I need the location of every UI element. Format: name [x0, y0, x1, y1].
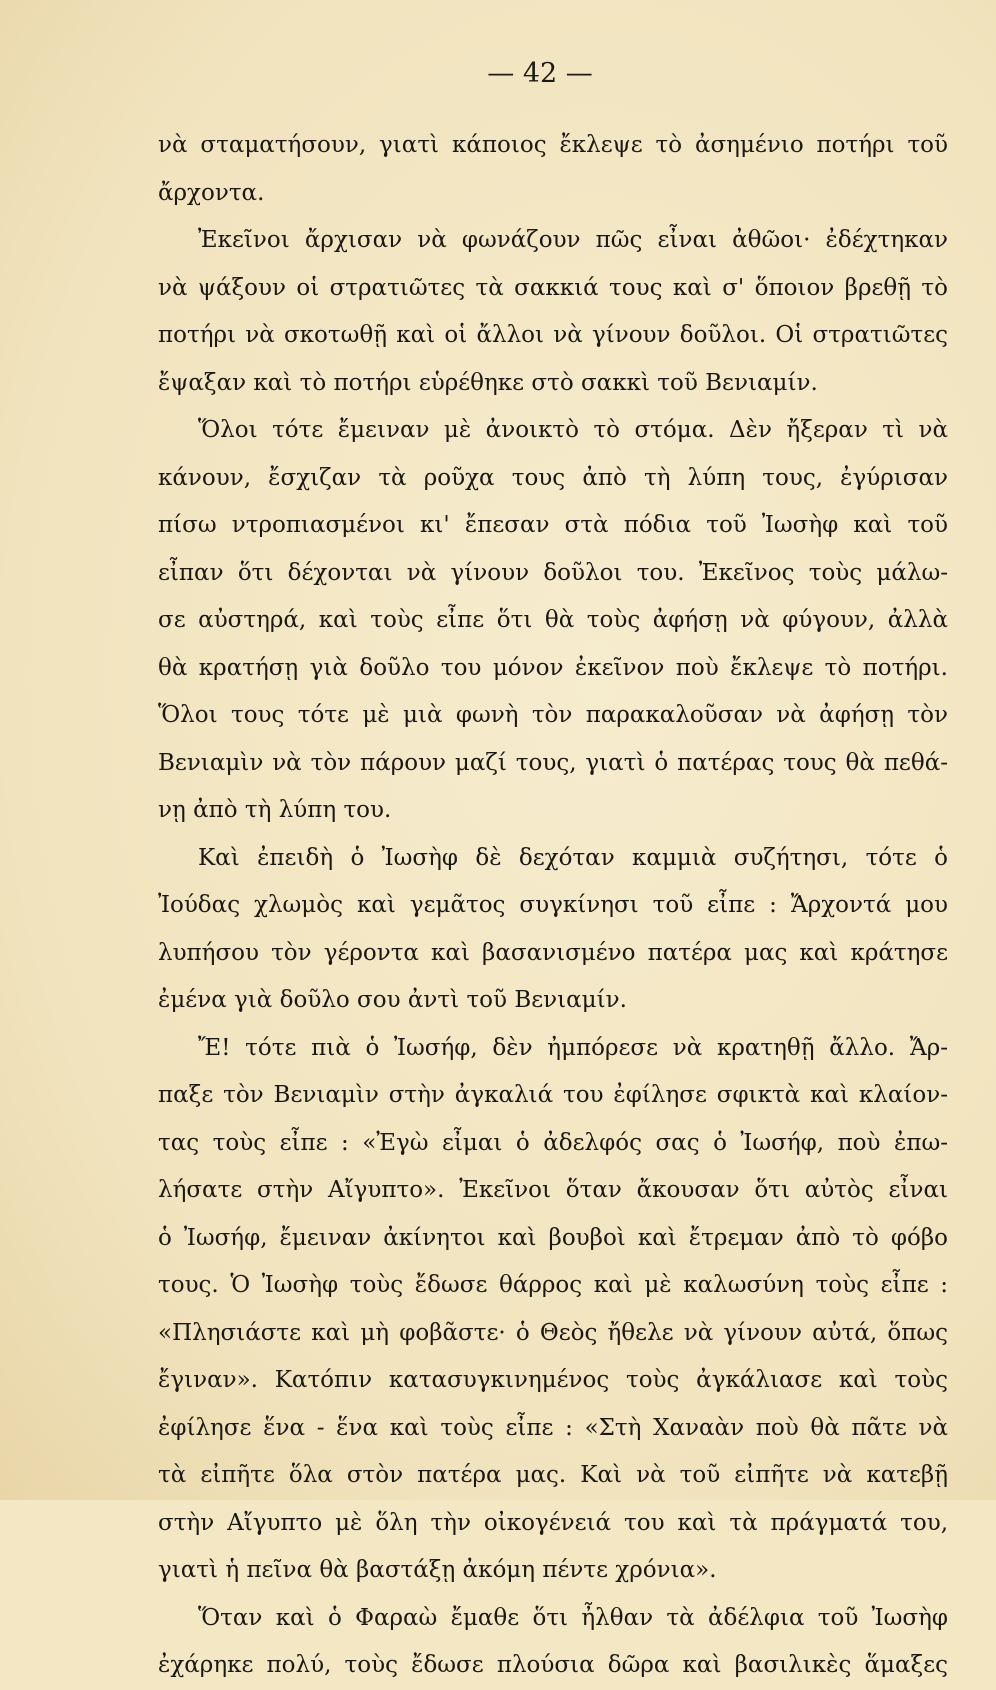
text-line: σε αὐστηρά, καὶ τοὺς εἶπε ὅτι θὰ τοὺς ἀφήσῃ νὰ φύγουν, ἀλλὰ [158, 607, 948, 633]
text-line: Καὶ ἐπειδὴ ὁ Ἰωσὴφ δὲ δεχόταν καμμιὰ συζήτησι, τότε ὁ [198, 844, 948, 871]
text-line: λήσατε στὴν Αἴγυπτο». Ἐκεῖνοι ὅταν ἄκουσαν ὅτι αὐτὸς εἶναι [158, 1177, 948, 1203]
body-text [158, 122, 948, 1690]
text-line: Ἔ! τότε πιὰ ὁ Ἰωσήφ, δὲν ἠμπόρεσε νὰ κρατηθῇ ἄλλο. Ἄρ- [198, 1034, 948, 1061]
text-line: τους. Ὁ Ἰωσὴφ τοὺς ἔδωσε θάρρος καὶ μὲ καλωσύνη τοὺς εἶπε : [158, 1272, 948, 1298]
text-line: ἐφίλησε ἕνα - ἕνα καὶ τοὺς εἶπε : «Στὴ Χαναὰν ποὺ θὰ πᾶτε νὰ [158, 1414, 948, 1441]
text-line: τὰ εἰπῆτε ὅλα στὸν πατέρα μας. Καὶ νὰ τοῦ εἰπῆτε νὰ κατεβῇ [158, 1462, 948, 1488]
text-line: στὴν Αἴγυπτο μὲ ὅλη τὴν οἰκογένειά του καὶ τὰ πράγματά του, [158, 1509, 948, 1536]
text-line: πίσω ντροπιασμένοι κι' ἔπεσαν στὰ πόδια τοῦ Ἰωσὴφ καὶ τοῦ [158, 512, 948, 538]
text-line: εἶπαν ὅτι δέχονται νὰ γίνουν δοῦλοι του. Ἐκεῖνος τοὺς μάλω- [158, 559, 948, 586]
text-line: λυπήσου τὸν γέροντα καὶ βασανισμένο πατέρα μας καὶ κράτησε [158, 939, 948, 966]
text-line: ἔψαξαν καὶ τὸ ποτήρι εὑρέθηκε στὸ σακκὶ τοῦ Βενιαμίν. [158, 369, 818, 396]
text-line: κάνουν, ἔσχιζαν τὰ ροῦχα τους ἀπὸ τὴ λύπη τους, ἐγύρισαν [158, 464, 948, 491]
text-line: ἔγιναν». Κατόπιν κατασυγκινημένος τοὺς ἀγκάλιασε καὶ τοὺς [158, 1367, 948, 1393]
text-line: Ἰούδας χλωμὸς καὶ γεμᾶτος συγκίνησι τοῦ εἶπε : Ἄρχοντά μου [158, 892, 948, 918]
text-line: νῃ ἀπὸ τὴ λύπη του. [158, 797, 392, 823]
text-line: παξε τὸν Βενιαμὶν στὴν ἀγκαλιά του ἐφίλησε σφικτὰ καὶ κλαίον- [158, 1082, 948, 1108]
text-line: ὁ Ἰωσήφ, ἔμειναν ἀκίνητοι καὶ βουβοὶ καὶ ἔτρεμαν ἀπὸ τὸ φόβο [158, 1224, 948, 1251]
text-line: ἐχάρηκε πολύ, τοὺς ἔδωσε πλούσια δῶρα καὶ βασιλικὲς ἅμαξες [158, 1652, 948, 1678]
text-line: ποτήρι νὰ σκοτωθῇ καὶ οἱ ἄλλοι νὰ γίνουν δοῦλοι. Οἱ στρατιῶτες [158, 322, 948, 348]
text-line: νὰ ψάξουν οἱ στρατιῶτες τὰ σακκιά τους καὶ σ' ὅποιον βρεθῇ τὸ [158, 274, 948, 301]
text-line: θὰ κρατήσῃ γιὰ δοῦλο του μόνον ἐκεῖνον ποὺ ἔκλεψε τὸ ποτήρι. [158, 654, 948, 681]
text-line: «Πλησιάστε καὶ μὴ φοβᾶστε· ὁ Θεὸς ἤθελε νὰ γίνουν αὐτά, ὅπως [158, 1319, 948, 1346]
page-number: — 42 — [487, 58, 593, 89]
text-line: Ὅλοι τότε ἔμειναν μὲ ἀνοικτὸ τὸ στόμα. Δὲν ἤξεραν τὶ νὰ [198, 417, 948, 443]
text-line: Ὅταν καὶ ὁ Φαραὼ ἔμαθε ὅτι ἦλθαν τὰ ἀδέλφια τοῦ Ἰωσὴφ [198, 1604, 948, 1631]
text-line: τας τοὺς εἶπε : «Ἐγὼ εἶμαι ὁ ἀδελφός σας ὁ Ἰωσήφ, ποὺ ἐπω- [158, 1129, 948, 1156]
text-line: ἐμένα γιὰ δοῦλο σου ἀντὶ τοῦ Βενιαμίν. [158, 987, 627, 1013]
text-line: ἄρχοντα. [158, 179, 265, 206]
text-line: Ἐκεῖνοι ἄρχισαν νὰ φωνάζουν πῶς εἶναι ἀθῶοι· ἐδέχτηκαν [198, 227, 948, 253]
text-line: γιατὶ ἡ πεῖνα θὰ βαστάξῃ ἀκόμη πέντε χρόνια». [158, 1557, 717, 1583]
text-line: Βενιαμὶν νὰ τὸν πάρουν μαζί τους, γιατὶ ὁ πατέρας τους θὰ πεθά- [158, 749, 948, 776]
text-line: Ὅλοι τους τότε μὲ μιὰ φωνὴ τὸν παρακαλοῦσαν νὰ ἀφήσῃ τὸν [158, 702, 948, 728]
text-line: νὰ σταματήσουν, γιατὶ κάποιος ἔκλεψε τὸ ἀσημένιο ποτήρι τοῦ [158, 132, 948, 158]
